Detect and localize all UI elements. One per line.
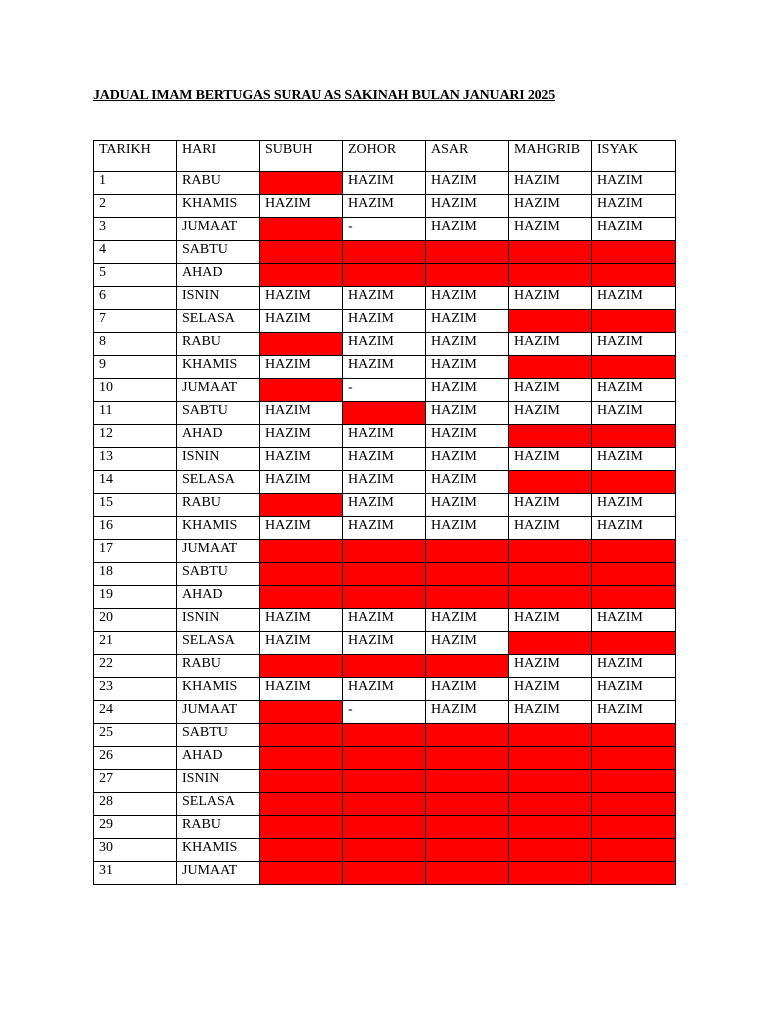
maghrib-cell (509, 793, 592, 816)
asar-cell: HAZIM (426, 402, 509, 425)
date-cell: 31 (94, 862, 177, 885)
isyak-cell: HAZIM (592, 287, 676, 310)
maghrib-cell (509, 356, 592, 379)
maghrib-cell (509, 425, 592, 448)
header-cell-maghrib: MAHGRIB (509, 141, 592, 172)
asar-cell (426, 563, 509, 586)
subuh-cell (260, 816, 343, 839)
table-row (94, 747, 676, 770)
date-cell: 23 (94, 678, 177, 701)
asar-cell (426, 770, 509, 793)
maghrib-cell: HAZIM (509, 402, 592, 425)
table-row (94, 448, 676, 471)
maghrib-cell (509, 540, 592, 563)
maghrib-cell (509, 264, 592, 287)
maghrib-cell: HAZIM (509, 517, 592, 540)
date-cell: 24 (94, 701, 177, 724)
page-title: JADUAL IMAM BERTUGAS SURAU AS SAKINAH BULAN JANUARI 2025 (93, 88, 556, 103)
asar-cell: HAZIM (426, 172, 509, 195)
day-cell: JUMAAT (177, 862, 260, 885)
day-cell: RABU (177, 655, 260, 678)
table-row (94, 379, 676, 402)
maghrib-cell (509, 770, 592, 793)
date-cell: 2 (94, 195, 177, 218)
asar-cell: HAZIM (426, 678, 509, 701)
date-cell: 28 (94, 793, 177, 816)
day-cell: JUMAAT (177, 379, 260, 402)
date-cell: 10 (94, 379, 177, 402)
asar-cell: HAZIM (426, 609, 509, 632)
day-cell: KHAMIS (177, 678, 260, 701)
maghrib-cell: HAZIM (509, 655, 592, 678)
table-row (94, 793, 676, 816)
date-cell: 12 (94, 425, 177, 448)
day-cell: ISNIN (177, 448, 260, 471)
isyak-cell (592, 540, 676, 563)
subuh-cell (260, 540, 343, 563)
subuh-cell (260, 379, 343, 402)
table-row (94, 195, 676, 218)
table-row (94, 264, 676, 287)
subuh-cell (260, 241, 343, 264)
zohor-cell: HAZIM (343, 517, 426, 540)
zohor-cell: HAZIM (343, 609, 426, 632)
date-cell: 26 (94, 747, 177, 770)
maghrib-cell (509, 310, 592, 333)
isyak-cell: HAZIM (592, 172, 676, 195)
date-cell: 27 (94, 770, 177, 793)
table-row (94, 724, 676, 747)
zohor-cell: HAZIM (343, 471, 426, 494)
table-row (94, 218, 676, 241)
day-cell: KHAMIS (177, 517, 260, 540)
zohor-cell (343, 816, 426, 839)
day-cell: RABU (177, 333, 260, 356)
table-row (94, 471, 676, 494)
zohor-cell: HAZIM (343, 425, 426, 448)
isyak-cell: HAZIM (592, 494, 676, 517)
maghrib-cell: HAZIM (509, 701, 592, 724)
date-cell: 29 (94, 816, 177, 839)
zohor-cell (343, 862, 426, 885)
maghrib-cell: HAZIM (509, 448, 592, 471)
day-cell: KHAMIS (177, 356, 260, 379)
table-row (94, 310, 676, 333)
isyak-cell: HAZIM (592, 402, 676, 425)
asar-cell: HAZIM (426, 310, 509, 333)
subuh-cell (260, 172, 343, 195)
maghrib-cell: HAZIM (509, 287, 592, 310)
zohor-cell: HAZIM (343, 356, 426, 379)
isyak-cell: HAZIM (592, 379, 676, 402)
maghrib-cell: HAZIM (509, 218, 592, 241)
zohor-cell (343, 770, 426, 793)
maghrib-cell (509, 632, 592, 655)
date-cell: 25 (94, 724, 177, 747)
table-row (94, 655, 676, 678)
day-cell: ISNIN (177, 770, 260, 793)
table-header-row (94, 141, 676, 172)
zohor-cell: HAZIM (343, 678, 426, 701)
maghrib-cell (509, 862, 592, 885)
maghrib-cell (509, 563, 592, 586)
day-cell: SELASA (177, 310, 260, 333)
asar-cell (426, 586, 509, 609)
asar-cell: HAZIM (426, 287, 509, 310)
maghrib-cell: HAZIM (509, 609, 592, 632)
asar-cell: HAZIM (426, 356, 509, 379)
asar-cell: HAZIM (426, 333, 509, 356)
asar-cell (426, 540, 509, 563)
day-cell: RABU (177, 172, 260, 195)
isyak-cell (592, 425, 676, 448)
zohor-cell (343, 655, 426, 678)
isyak-cell: HAZIM (592, 333, 676, 356)
isyak-cell: HAZIM (592, 609, 676, 632)
isyak-cell (592, 632, 676, 655)
day-cell: AHAD (177, 586, 260, 609)
date-cell: 9 (94, 356, 177, 379)
subuh-cell: HAZIM (260, 632, 343, 655)
asar-cell: HAZIM (426, 632, 509, 655)
zohor-cell: - (343, 218, 426, 241)
date-cell: 6 (94, 287, 177, 310)
asar-cell (426, 241, 509, 264)
asar-cell (426, 747, 509, 770)
zohor-cell (343, 264, 426, 287)
day-cell: JUMAAT (177, 540, 260, 563)
subuh-cell: HAZIM (260, 517, 343, 540)
table-row (94, 494, 676, 517)
isyak-cell (592, 770, 676, 793)
subuh-cell (260, 793, 343, 816)
subuh-cell: HAZIM (260, 310, 343, 333)
maghrib-cell (509, 839, 592, 862)
date-cell: 14 (94, 471, 177, 494)
isyak-cell (592, 747, 676, 770)
header-cell-subuh: SUBUH (260, 141, 343, 172)
zohor-cell (343, 724, 426, 747)
maghrib-cell (509, 747, 592, 770)
subuh-cell: HAZIM (260, 287, 343, 310)
zohor-cell: HAZIM (343, 195, 426, 218)
day-cell: SABTU (177, 563, 260, 586)
isyak-cell: HAZIM (592, 448, 676, 471)
maghrib-cell (509, 586, 592, 609)
table-row (94, 517, 676, 540)
day-cell: KHAMIS (177, 839, 260, 862)
table-row (94, 701, 676, 724)
asar-cell: HAZIM (426, 218, 509, 241)
maghrib-cell (509, 471, 592, 494)
date-cell: 16 (94, 517, 177, 540)
date-cell: 22 (94, 655, 177, 678)
day-cell: SABTU (177, 402, 260, 425)
isyak-cell (592, 793, 676, 816)
table-row (94, 402, 676, 425)
table-row (94, 816, 676, 839)
isyak-cell (592, 816, 676, 839)
isyak-cell: HAZIM (592, 218, 676, 241)
subuh-cell (260, 701, 343, 724)
subuh-cell: HAZIM (260, 448, 343, 471)
isyak-cell (592, 563, 676, 586)
zohor-cell (343, 586, 426, 609)
day-cell: JUMAAT (177, 701, 260, 724)
subuh-cell: HAZIM (260, 678, 343, 701)
maghrib-cell (509, 724, 592, 747)
subuh-cell (260, 494, 343, 517)
day-cell: RABU (177, 816, 260, 839)
day-cell: SELASA (177, 632, 260, 655)
isyak-cell (592, 356, 676, 379)
date-cell: 30 (94, 839, 177, 862)
date-cell: 4 (94, 241, 177, 264)
date-cell: 3 (94, 218, 177, 241)
zohor-cell (343, 747, 426, 770)
date-cell: 13 (94, 448, 177, 471)
asar-cell: HAZIM (426, 471, 509, 494)
subuh-cell (260, 724, 343, 747)
subuh-cell (260, 264, 343, 287)
zohor-cell (343, 793, 426, 816)
day-cell: JUMAAT (177, 218, 260, 241)
maghrib-cell: HAZIM (509, 195, 592, 218)
date-cell: 11 (94, 402, 177, 425)
subuh-cell: HAZIM (260, 425, 343, 448)
table-row (94, 586, 676, 609)
date-cell: 7 (94, 310, 177, 333)
isyak-cell: HAZIM (592, 655, 676, 678)
table-row (94, 609, 676, 632)
zohor-cell (343, 839, 426, 862)
asar-cell (426, 264, 509, 287)
maghrib-cell: HAZIM (509, 678, 592, 701)
day-cell: RABU (177, 494, 260, 517)
header-cell-zohor: ZOHOR (343, 141, 426, 172)
asar-cell: HAZIM (426, 448, 509, 471)
subuh-cell (260, 747, 343, 770)
date-cell: 1 (94, 172, 177, 195)
day-cell: ISNIN (177, 287, 260, 310)
day-cell: SABTU (177, 724, 260, 747)
subuh-cell (260, 333, 343, 356)
isyak-cell (592, 471, 676, 494)
date-cell: 21 (94, 632, 177, 655)
table-row (94, 425, 676, 448)
asar-cell: HAZIM (426, 195, 509, 218)
imam-schedule-table (93, 140, 676, 885)
asar-cell (426, 793, 509, 816)
asar-cell: HAZIM (426, 425, 509, 448)
date-cell: 15 (94, 494, 177, 517)
zohor-cell: HAZIM (343, 287, 426, 310)
subuh-cell (260, 586, 343, 609)
table-row (94, 172, 676, 195)
subuh-cell: HAZIM (260, 609, 343, 632)
asar-cell: HAZIM (426, 517, 509, 540)
day-cell: AHAD (177, 264, 260, 287)
zohor-cell: - (343, 379, 426, 402)
subuh-cell: HAZIM (260, 471, 343, 494)
asar-cell: HAZIM (426, 379, 509, 402)
isyak-cell: HAZIM (592, 678, 676, 701)
isyak-cell (592, 724, 676, 747)
asar-cell (426, 724, 509, 747)
zohor-cell (343, 563, 426, 586)
maghrib-cell (509, 816, 592, 839)
subuh-cell (260, 655, 343, 678)
subuh-cell: HAZIM (260, 356, 343, 379)
isyak-cell (592, 241, 676, 264)
day-cell: AHAD (177, 425, 260, 448)
table-row (94, 287, 676, 310)
table-row (94, 632, 676, 655)
header-cell-tarikh: TARIKH (94, 141, 177, 172)
zohor-cell: HAZIM (343, 632, 426, 655)
isyak-cell (592, 264, 676, 287)
isyak-cell: HAZIM (592, 517, 676, 540)
table-row (94, 563, 676, 586)
asar-cell: HAZIM (426, 494, 509, 517)
day-cell: SELASA (177, 793, 260, 816)
subuh-cell (260, 218, 343, 241)
date-cell: 17 (94, 540, 177, 563)
subuh-cell: HAZIM (260, 402, 343, 425)
table-row (94, 678, 676, 701)
isyak-cell: HAZIM (592, 195, 676, 218)
table-row (94, 241, 676, 264)
date-cell: 8 (94, 333, 177, 356)
maghrib-cell: HAZIM (509, 494, 592, 517)
subuh-cell: HAZIM (260, 195, 343, 218)
zohor-cell: - (343, 701, 426, 724)
table-row (94, 333, 676, 356)
isyak-cell (592, 862, 676, 885)
maghrib-cell: HAZIM (509, 333, 592, 356)
table-row (94, 540, 676, 563)
isyak-cell (592, 586, 676, 609)
date-cell: 5 (94, 264, 177, 287)
day-cell: SABTU (177, 241, 260, 264)
zohor-cell (343, 540, 426, 563)
zohor-cell (343, 402, 426, 425)
asar-cell (426, 816, 509, 839)
subuh-cell (260, 862, 343, 885)
header-cell-asar: ASAR (426, 141, 509, 172)
zohor-cell: HAZIM (343, 172, 426, 195)
zohor-cell: HAZIM (343, 310, 426, 333)
asar-cell (426, 839, 509, 862)
zohor-cell (343, 241, 426, 264)
isyak-cell (592, 839, 676, 862)
isyak-cell (592, 310, 676, 333)
date-cell: 18 (94, 563, 177, 586)
date-cell: 19 (94, 586, 177, 609)
asar-cell (426, 862, 509, 885)
date-cell: 20 (94, 609, 177, 632)
table-row (94, 770, 676, 793)
maghrib-cell: HAZIM (509, 379, 592, 402)
isyak-cell: HAZIM (592, 701, 676, 724)
day-cell: SELASA (177, 471, 260, 494)
day-cell: AHAD (177, 747, 260, 770)
asar-cell (426, 655, 509, 678)
maghrib-cell: HAZIM (509, 172, 592, 195)
subuh-cell (260, 770, 343, 793)
table-row (94, 862, 676, 885)
subuh-cell (260, 839, 343, 862)
header-cell-isyak: ISYAK (592, 141, 676, 172)
table-row (94, 839, 676, 862)
subuh-cell (260, 563, 343, 586)
header-cell-hari: HARI (177, 141, 260, 172)
zohor-cell: HAZIM (343, 333, 426, 356)
day-cell: KHAMIS (177, 195, 260, 218)
day-cell: ISNIN (177, 609, 260, 632)
maghrib-cell (509, 241, 592, 264)
table-row (94, 356, 676, 379)
zohor-cell: HAZIM (343, 448, 426, 471)
asar-cell: HAZIM (426, 701, 509, 724)
zohor-cell: HAZIM (343, 494, 426, 517)
